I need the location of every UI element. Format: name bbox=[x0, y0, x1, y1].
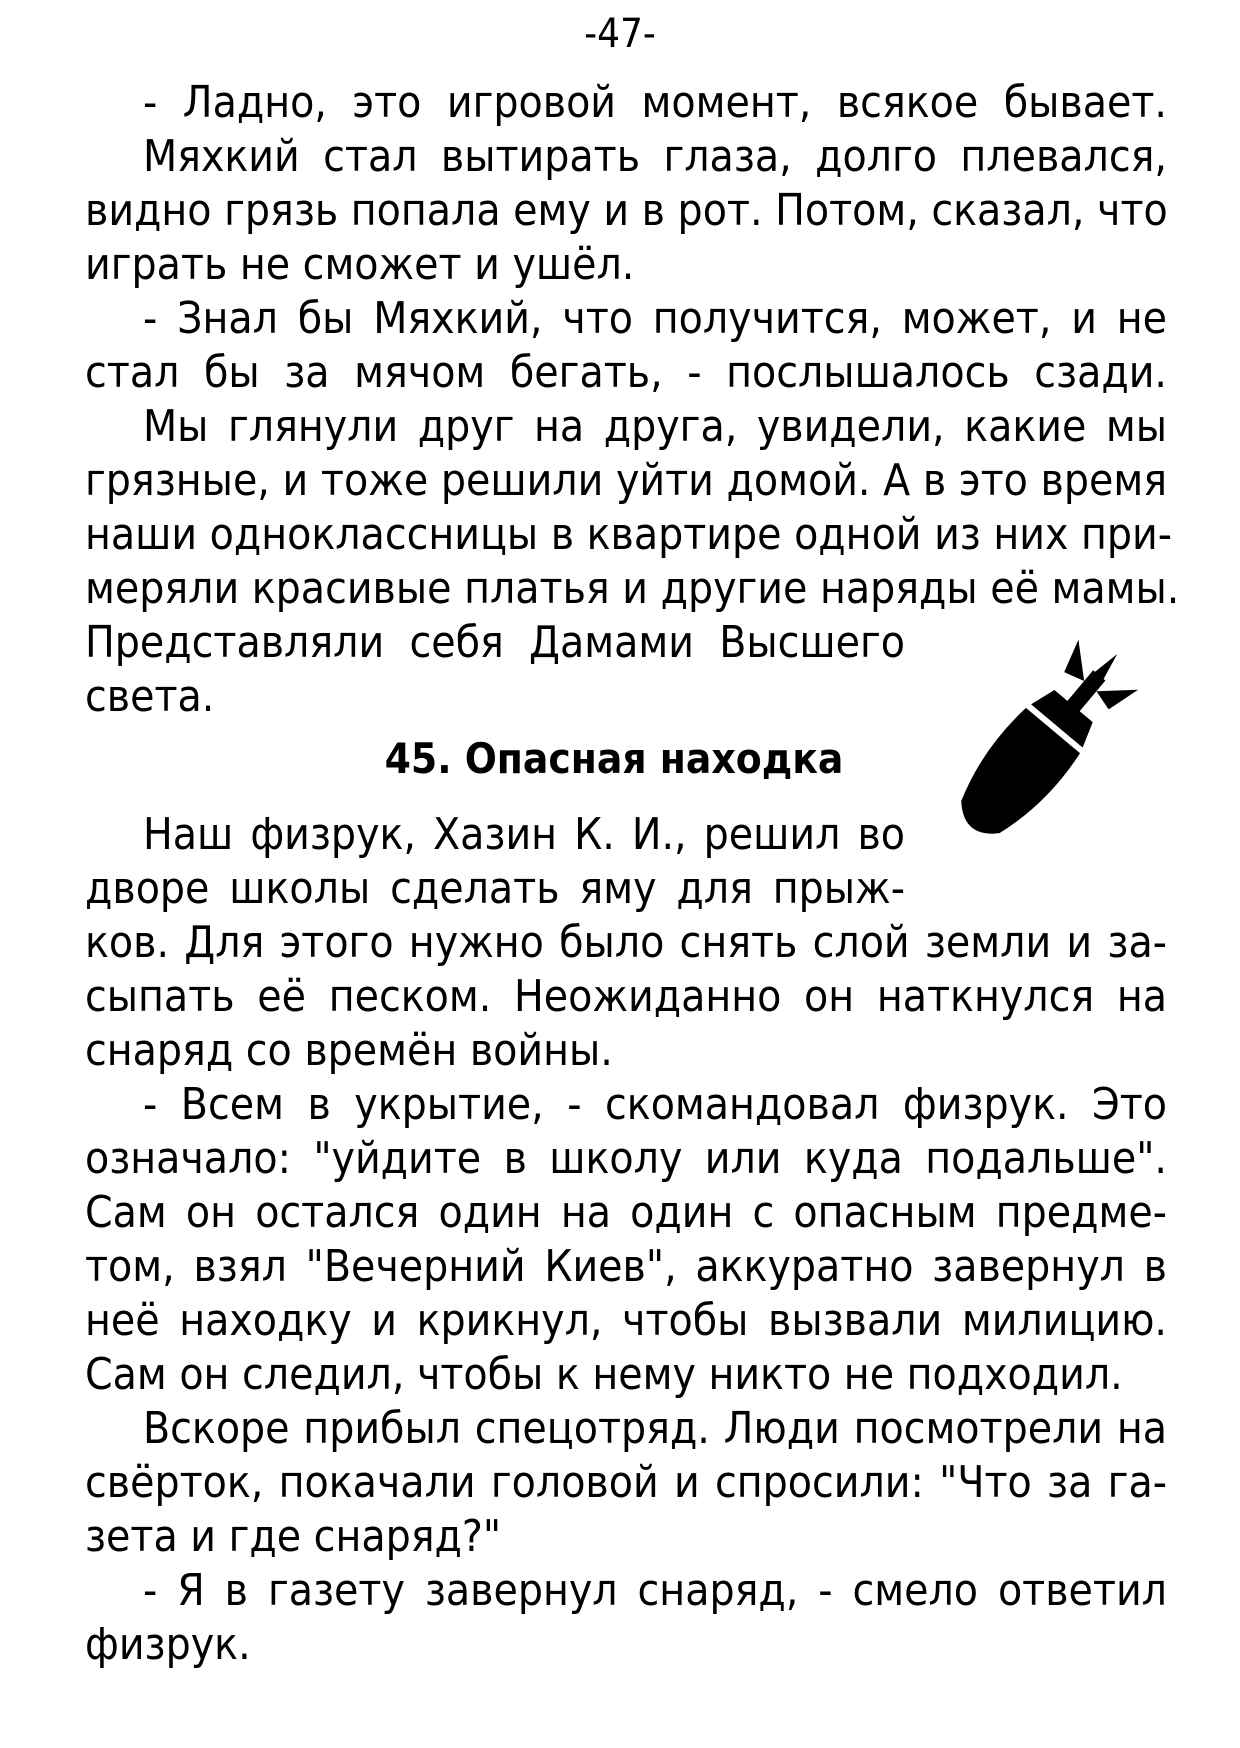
text-line: меряли красивые платья и другие наряды её мамы. bbox=[85, 563, 1180, 614]
text-line: Сам он остался один на один с опасным предме- bbox=[85, 1187, 1167, 1238]
text-line: - Я в газету завернул снаряд, - смело ответил bbox=[143, 1565, 1167, 1616]
text-line: наши одноклассницы в квартире одной из них при- bbox=[85, 509, 1173, 560]
text-line: сыпать её песком. Неожиданно он наткнулся на bbox=[85, 971, 1167, 1022]
text-line: физрук. bbox=[85, 1619, 251, 1670]
text-line: стал бы за мячом бегать, - послышалось сзади. bbox=[85, 347, 1167, 398]
text-line: свёрток, покачали головой и спросили: "Что за га- bbox=[85, 1457, 1167, 1508]
text-line: Наш физрук, Хазин К. И., решил во bbox=[143, 809, 905, 860]
text-line: Сам он следил, чтобы к нему никто не подходил. bbox=[85, 1349, 1123, 1400]
text-line: света. bbox=[85, 671, 215, 722]
text-line: Представляли себя Дамами Высшего bbox=[85, 617, 905, 668]
text-line: Мяхкий стал вытирать глаза, долго плевался, bbox=[143, 131, 1167, 182]
text-line: играть не сможет и ушёл. bbox=[85, 239, 635, 290]
text-line: неё находку и крикнул, чтобы вызвали милицию. bbox=[85, 1295, 1167, 1346]
text-line: - Всем в укрытие, - скомандовал физрук. Это bbox=[143, 1079, 1167, 1130]
text-line: Вскоре прибыл спецотряд. Люди посмотрели на bbox=[143, 1403, 1167, 1454]
text-line: том, взял "Вечерний Киев", аккуратно завернул в bbox=[85, 1241, 1167, 1292]
page-number: -47- bbox=[584, 11, 656, 57]
text-line: дворе школы сделать яму для прыж- bbox=[85, 863, 905, 914]
text-line: - Ладно, это игровой момент, всякое бывает. bbox=[143, 77, 1167, 128]
chapter-heading-text: 45. Опасная находка bbox=[384, 734, 844, 783]
text-line: - Знал бы Мяхкий, что получится, может, и не bbox=[143, 293, 1167, 344]
text-line: грязные, и тоже решили уйти домой. А в это время bbox=[85, 455, 1167, 506]
text-line: означало: "уйдите в школу или куда подальше". bbox=[85, 1133, 1167, 1184]
text-line: зета и где снаряд?" bbox=[85, 1511, 502, 1562]
bomb-icon bbox=[930, 632, 1140, 872]
text-line: ков. Для этого нужно было снять слой земли и за- bbox=[85, 917, 1167, 968]
text-line: видно грязь попала ему и в рот. Потом, сказал, что bbox=[85, 185, 1168, 236]
text-line: снаряд со времён войны. bbox=[85, 1025, 613, 1076]
text-line: Мы глянули друг на друга, увидели, какие мы bbox=[143, 401, 1167, 452]
